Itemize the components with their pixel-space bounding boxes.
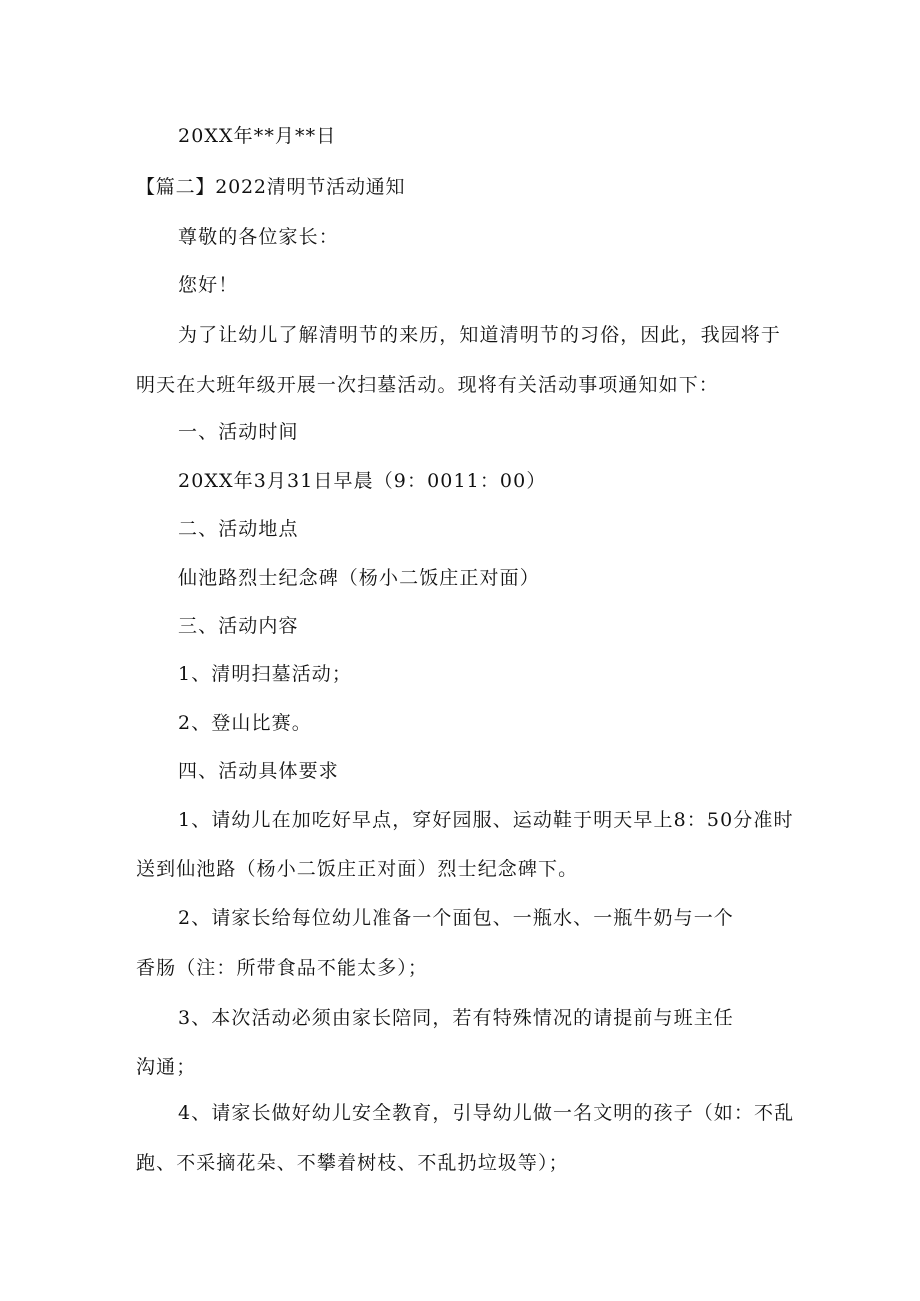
- requirement-2-line-1: 2、请家长给每位幼儿准备一个面包、一瓶水、一瓶牛奶与一个: [178, 907, 734, 929]
- requirement-4-line-1: 4、请家长做好幼儿安全教育，引导幼儿做一名文明的孩子（如：不乱: [178, 1102, 795, 1124]
- greeting: 您好！: [178, 274, 239, 296]
- section-title: 【篇二】2022清明节活动通知: [136, 176, 406, 198]
- intro-line-2: 明天在大班年级开展一次扫墓活动。现将有关活动事项通知如下：: [136, 374, 719, 396]
- location-heading: 二、活动地点: [178, 518, 299, 540]
- intro-line-1: 为了让幼儿了解清明节的来历，知道清明节的习俗，因此，我园将于: [178, 324, 782, 346]
- content-item-2: 2、登山比赛。: [178, 712, 312, 734]
- requirements-heading: 四、活动具体要求: [178, 760, 339, 782]
- requirement-1-line-2: 送到仙池路（杨小二饭庄正对面）烈士纪念碑下。: [136, 858, 579, 880]
- requirement-1-line-1: 1、请幼儿在加吃好早点，穿好园服、运动鞋于明天早上8：50分准时: [178, 809, 794, 831]
- time-content: 20XX年3月31日早晨（9：0011：00）: [178, 470, 547, 492]
- content-item-1: 1、清明扫墓活动；: [178, 663, 352, 685]
- date-line: 20XX年**月**日: [178, 125, 337, 147]
- content-heading: 三、活动内容: [178, 615, 299, 637]
- salutation: 尊敬的各位家长：: [178, 226, 339, 248]
- time-heading: 一、活动时间: [178, 421, 299, 443]
- location-content: 仙池路烈士纪念碑（杨小二饭庄正对面）: [178, 567, 540, 589]
- requirement-4-line-2: 跑、不采摘花朵、不攀着树枝、不乱扔垃圾等）；: [136, 1152, 569, 1174]
- requirement-2-line-2: 香肠（注：所带食品不能太多）；: [136, 957, 429, 979]
- requirement-3-line-2: 沟通；: [136, 1056, 197, 1078]
- requirement-3-line-1: 3、本次活动必须由家长陪同，若有特殊情况的请提前与班主任: [178, 1007, 734, 1029]
